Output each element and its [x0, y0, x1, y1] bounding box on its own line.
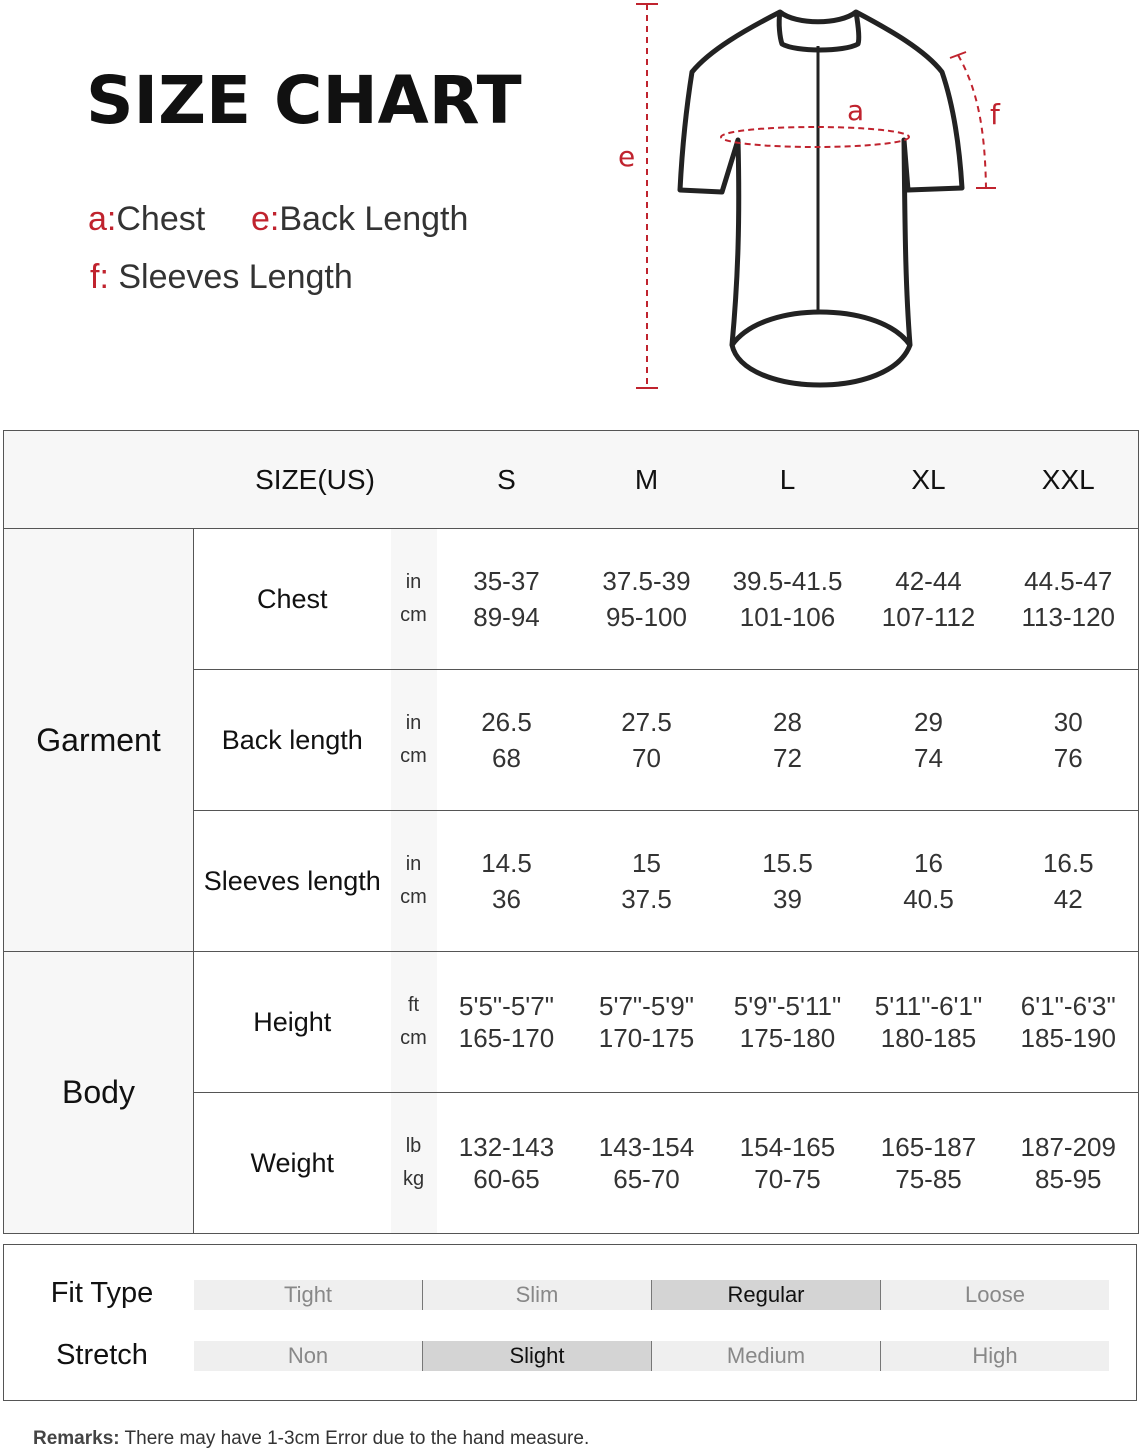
value-cell — [717, 811, 859, 952]
size-table — [3, 430, 1139, 1234]
value-cell — [999, 952, 1139, 1093]
value-primary: 187-209 — [1020, 1132, 1116, 1162]
legend-label-sleeves-length: Sleeves Length — [118, 258, 353, 296]
unit-primary: in — [405, 571, 422, 593]
value-secondary: 180-185 — [880, 1023, 977, 1053]
legend-key-f: f: — [90, 258, 109, 296]
remarks-text: There may have 1-3cm Error due to the hand measure. — [124, 1428, 590, 1449]
value-primary: 15.5 — [762, 848, 813, 878]
value-secondary: 95-100 — [606, 602, 687, 632]
row-label-height: Height — [194, 952, 391, 1093]
value-cell — [717, 670, 859, 811]
group-garment: Garment — [4, 529, 194, 952]
unit-cell — [391, 952, 437, 1093]
value-secondary: 74 — [914, 743, 943, 773]
value-cell — [859, 811, 999, 952]
value-secondary: 89-94 — [473, 602, 540, 632]
value-cell — [577, 811, 717, 952]
legend-label-back-length: Back Length — [279, 200, 469, 238]
value-secondary: 70-75 — [754, 1164, 821, 1194]
value-cell — [717, 952, 859, 1093]
fit-type-label: Fit Type — [50, 1277, 154, 1309]
value-secondary: 60-65 — [473, 1164, 540, 1194]
value-cell — [999, 811, 1139, 952]
value-cell — [577, 670, 717, 811]
label-a: a — [847, 94, 865, 127]
value-primary: 39.5-41.5 — [732, 566, 843, 596]
value-primary: 14.5 — [481, 848, 532, 878]
unit-cell — [391, 529, 437, 670]
value-cell — [577, 529, 717, 670]
fit-option-tight: Tight — [194, 1280, 422, 1310]
stretch-label: Stretch — [56, 1339, 148, 1371]
page-title: SIZE CHART — [86, 62, 522, 139]
unit-secondary: cm — [400, 886, 427, 908]
value-primary: 16.5 — [1042, 848, 1094, 878]
value-secondary: 42 — [1053, 884, 1083, 914]
remarks-label: Remarks: — [33, 1428, 120, 1449]
table-row — [4, 529, 1139, 670]
stretch-option-non: Non — [194, 1341, 422, 1371]
value-secondary: 170-175 — [598, 1023, 695, 1053]
size-header-l: L — [717, 431, 859, 529]
value-primary: 37.5-39 — [602, 566, 691, 596]
stretch-option-high: High — [880, 1341, 1109, 1371]
value-primary: 5'9"-5'11" — [733, 991, 842, 1021]
value-secondary: 85-95 — [1035, 1164, 1102, 1194]
legend-sleeves-length — [90, 258, 353, 297]
value-cell — [437, 529, 577, 670]
value-secondary: 101-106 — [739, 602, 836, 632]
value-secondary: 185-190 — [1020, 1023, 1116, 1053]
value-cell — [577, 952, 717, 1093]
legend-label-chest: Chest — [116, 200, 206, 238]
value-primary: 154-165 — [739, 1132, 836, 1162]
value-secondary: 107-112 — [881, 602, 976, 632]
value-secondary: 36 — [492, 884, 521, 914]
value-primary: 28 — [773, 707, 802, 737]
row-label-back-length: Back length — [194, 670, 391, 811]
value-secondary: 70 — [632, 743, 661, 773]
value-secondary: 37.5 — [621, 884, 672, 914]
value-cell — [859, 1093, 999, 1234]
value-secondary: 68 — [492, 743, 521, 773]
unit-secondary: cm — [400, 1027, 427, 1049]
value-cell — [437, 952, 577, 1093]
size-header-row — [4, 431, 1139, 529]
value-cell — [437, 811, 577, 952]
legend-back-length — [251, 200, 468, 239]
size-us-header: SIZE(US) — [194, 431, 437, 529]
value-secondary: 165-170 — [458, 1023, 555, 1053]
value-cell — [437, 670, 577, 811]
legend-chest — [88, 200, 205, 239]
value-secondary: 113-120 — [1021, 602, 1115, 632]
value-cell — [717, 1093, 859, 1234]
value-cell — [577, 1093, 717, 1234]
value-primary: 29 — [914, 707, 943, 737]
legend-key-a: a: — [88, 200, 117, 238]
group-body: Body — [4, 952, 194, 1234]
value-primary: 27.5 — [621, 707, 672, 737]
size-header-s: S — [437, 431, 577, 529]
value-primary: 5'7"-5'9" — [599, 991, 694, 1021]
value-primary: 26.5 — [481, 707, 532, 737]
unit-primary: in — [405, 712, 422, 734]
unit-primary: lb — [405, 1135, 422, 1157]
jersey-diagram — [600, 0, 1040, 400]
fit-option-slim: Slim — [422, 1280, 651, 1310]
fit-option-loose: Loose — [880, 1280, 1109, 1310]
value-cell — [859, 529, 999, 670]
unit-primary: ft — [407, 994, 420, 1016]
value-primary: 165-187 — [880, 1132, 977, 1162]
remarks-note — [33, 1428, 589, 1450]
value-primary: 35-37 — [473, 566, 540, 596]
table-row — [4, 952, 1139, 1093]
value-primary: 30 — [1053, 707, 1083, 737]
value-cell — [859, 952, 999, 1093]
stretch-option-medium: Medium — [651, 1341, 880, 1371]
stretch-scale — [194, 1341, 1109, 1371]
back-length-dimension-line — [636, 4, 658, 388]
unit-secondary: kg — [402, 1168, 425, 1190]
value-cell — [717, 529, 859, 670]
row-label-sleeves-length: Sleeves length — [194, 811, 391, 952]
unit-secondary: cm — [400, 745, 427, 767]
size-header-xxl: XXL — [999, 431, 1139, 529]
fit-option-regular: Regular — [651, 1280, 880, 1310]
label-f: f — [990, 98, 1000, 131]
value-secondary: 76 — [1053, 743, 1083, 773]
value-primary: 15 — [632, 848, 661, 878]
unit-cell — [391, 811, 437, 952]
value-secondary: 65-70 — [613, 1164, 680, 1194]
legend-key-e: e: — [251, 200, 280, 238]
value-secondary: 175-180 — [739, 1023, 836, 1053]
header-empty-cell — [4, 431, 194, 529]
value-secondary: 72 — [773, 743, 802, 773]
value-primary: 5'11"-6'1" — [874, 991, 983, 1021]
value-primary: 143-154 — [598, 1132, 695, 1162]
fit-stretch-panel — [3, 1244, 1137, 1401]
value-secondary: 40.5 — [903, 884, 954, 914]
value-secondary: 75-85 — [895, 1164, 962, 1194]
label-e: e — [618, 140, 636, 173]
row-label-weight: Weight — [194, 1093, 391, 1234]
value-primary: 5'5"-5'7" — [459, 991, 554, 1021]
value-cell — [437, 1093, 577, 1234]
unit-cell — [391, 1093, 437, 1234]
size-header-m: M — [577, 431, 717, 529]
unit-primary: in — [405, 853, 422, 875]
jersey-outline — [680, 12, 962, 385]
row-label-chest: Chest — [194, 529, 391, 670]
value-cell — [999, 1093, 1139, 1234]
value-cell — [999, 670, 1139, 811]
value-secondary: 39 — [773, 884, 802, 914]
stretch-option-slight: Slight — [422, 1341, 651, 1371]
size-header-xl: XL — [859, 431, 999, 529]
value-primary: 44.5-47 — [1024, 566, 1113, 596]
value-primary: 6'1"-6'3" — [1020, 991, 1116, 1021]
unit-cell — [391, 670, 437, 811]
unit-secondary: cm — [400, 604, 427, 626]
value-primary: 132-143 — [458, 1132, 555, 1162]
value-cell — [999, 529, 1139, 670]
value-primary: 42-44 — [895, 566, 962, 596]
value-cell — [859, 670, 999, 811]
fit-type-scale — [194, 1280, 1109, 1310]
value-primary: 16 — [914, 848, 943, 878]
